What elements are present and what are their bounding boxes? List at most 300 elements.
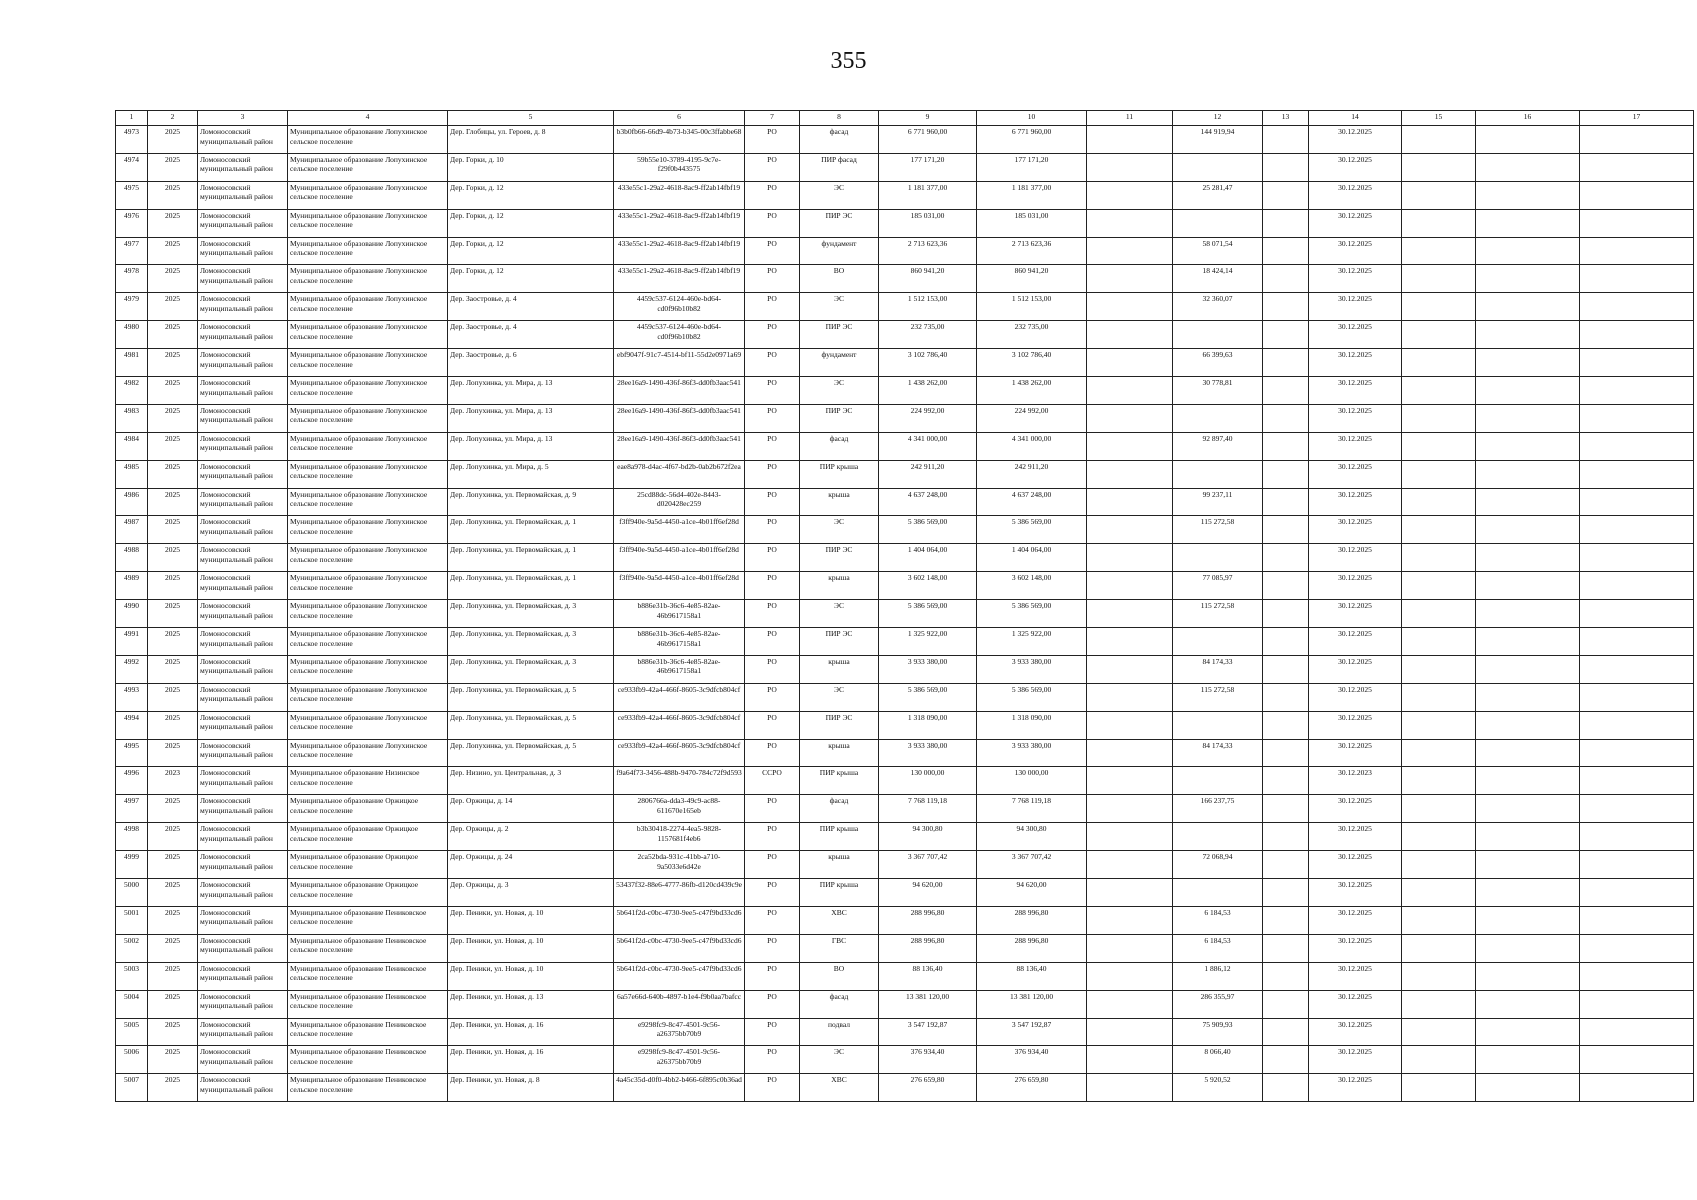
cell-house-guid: 53437f32-88e6-4777-86fb-d120cd439c9e <box>614 879 745 907</box>
cell-deadline: 30.12.2025 <box>1309 655 1402 683</box>
table-row <box>116 823 1694 851</box>
cell-deadline: 30.12.2023 <box>1309 767 1402 795</box>
cell-program: РО <box>745 934 800 962</box>
cell-cost-total: 5 386 569,00 <box>879 600 977 628</box>
cell-work-type: крыша <box>800 655 879 683</box>
cell-col-17 <box>1580 851 1694 879</box>
cell-cost-total: 3 102 786,40 <box>879 349 977 377</box>
cell-cost-total: 232 735,00 <box>879 321 977 349</box>
cell-col-12: 75 909,93 <box>1173 1018 1263 1046</box>
cell-municipality: Муниципальное образование Лопухинское сельское поселение <box>288 432 448 460</box>
cell-deadline: 30.12.2025 <box>1309 628 1402 656</box>
cell-house-guid: b886e31b-36c6-4e85-82ae-46b9617158a1 <box>614 655 745 683</box>
cell-row-number: 5001 <box>116 906 148 934</box>
cell-municipality: Муниципальное образование Лопухинское сельское поселение <box>288 237 448 265</box>
cell-house-guid: 433e55c1-29a2-4618-8ac9-ff2ab14fbf19 <box>614 265 745 293</box>
cell-municipality: Муниципальное образование Пениковское сельское поселение <box>288 934 448 962</box>
table-row <box>116 460 1694 488</box>
cell-work-type: ПИР ЭС <box>800 544 879 572</box>
cell-address: Дер. Пеники, ул. Новая, д. 13 <box>448 990 614 1018</box>
cell-col-13 <box>1263 265 1309 293</box>
cell-deadline: 30.12.2025 <box>1309 544 1402 572</box>
cell-house-guid: 5b641f2d-c0bc-4730-9ee5-c47f9bd33cd6 <box>614 962 745 990</box>
cell-district: Ломоносовский муниципальный район <box>198 906 288 934</box>
cell-col-12: 58 071,54 <box>1173 237 1263 265</box>
column-header-2: 2 <box>148 111 198 126</box>
cell-deadline: 30.12.2025 <box>1309 1074 1402 1102</box>
cell-col-15 <box>1402 851 1476 879</box>
cell-deadline: 30.12.2025 <box>1309 126 1402 154</box>
cell-cost-fund: 3 602 148,00 <box>977 572 1087 600</box>
cell-col-15 <box>1402 683 1476 711</box>
cell-col-11 <box>1087 906 1173 934</box>
cell-col-16 <box>1476 934 1580 962</box>
cell-address: Дер. Лопухинка, ул. Первомайская, д. 3 <box>448 600 614 628</box>
cell-col-13 <box>1263 934 1309 962</box>
cell-house-guid: 59b55e10-3789-4195-9c7e-f29f0b443575 <box>614 153 745 181</box>
table-row <box>116 600 1694 628</box>
cell-col-11 <box>1087 1018 1173 1046</box>
cell-house-guid: 4459c537-6124-460e-bd64-cd0f96b10b82 <box>614 321 745 349</box>
cell-col-13 <box>1263 683 1309 711</box>
cell-program: РО <box>745 851 800 879</box>
cell-work-type: ГВС <box>800 934 879 962</box>
cell-col-12: 25 281,47 <box>1173 181 1263 209</box>
cell-cost-total: 1 325 922,00 <box>879 628 977 656</box>
cell-work-type: крыша <box>800 488 879 516</box>
cell-municipality: Муниципальное образование Лопухинское сельское поселение <box>288 460 448 488</box>
cell-district: Ломоносовский муниципальный район <box>198 153 288 181</box>
cell-col-17 <box>1580 628 1694 656</box>
cell-col-11 <box>1087 349 1173 377</box>
cell-cost-fund: 232 735,00 <box>977 321 1087 349</box>
cell-col-17 <box>1580 739 1694 767</box>
cell-house-guid: 433e55c1-29a2-4618-8ac9-ff2ab14fbf19 <box>614 209 745 237</box>
cell-work-type: ПИР ЭС <box>800 209 879 237</box>
cell-col-12 <box>1173 767 1263 795</box>
cell-work-type: ЭС <box>800 377 879 405</box>
cell-col-15 <box>1402 1018 1476 1046</box>
cell-col-17 <box>1580 153 1694 181</box>
cell-col-17 <box>1580 321 1694 349</box>
cell-cost-fund: 94 620,00 <box>977 879 1087 907</box>
cell-municipality: Муниципальное образование Лопухинское сельское поселение <box>288 516 448 544</box>
cell-col-13 <box>1263 572 1309 600</box>
cell-work-type: ПИР фасад <box>800 153 879 181</box>
cell-col-13 <box>1263 153 1309 181</box>
cell-col-17 <box>1580 181 1694 209</box>
cell-col-15 <box>1402 600 1476 628</box>
cell-municipality: Муниципальное образование Пениковское сельское поселение <box>288 962 448 990</box>
cell-deadline: 30.12.2025 <box>1309 934 1402 962</box>
cell-municipality: Муниципальное образование Лопухинское сельское поселение <box>288 655 448 683</box>
cell-cost-total: 276 659,80 <box>879 1074 977 1102</box>
cell-col-16 <box>1476 516 1580 544</box>
cell-address: Дер. Низино, ул. Центральная, д. 3 <box>448 767 614 795</box>
cell-house-guid: 28ee16a9-1490-436f-86f3-dd0fb3aac541 <box>614 404 745 432</box>
cell-municipality: Муниципальное образование Пениковское сельское поселение <box>288 990 448 1018</box>
cell-address: Дер. Горки, д. 12 <box>448 209 614 237</box>
cell-program: РО <box>745 711 800 739</box>
cell-col-17 <box>1580 265 1694 293</box>
cell-col-17 <box>1580 349 1694 377</box>
cell-cost-total: 88 136,40 <box>879 962 977 990</box>
cell-cost-fund: 7 768 119,18 <box>977 795 1087 823</box>
cell-cost-fund: 1 318 090,00 <box>977 711 1087 739</box>
cell-deadline: 30.12.2025 <box>1309 1018 1402 1046</box>
cell-row-number: 4985 <box>116 460 148 488</box>
cell-deadline: 30.12.2025 <box>1309 321 1402 349</box>
column-header-11: 11 <box>1087 111 1173 126</box>
register-table <box>115 110 1694 1102</box>
cell-cost-fund: 177 171,20 <box>977 153 1087 181</box>
cell-address: Дер. Лопухинка, ул. Мира, д. 13 <box>448 432 614 460</box>
column-header-7: 7 <box>745 111 800 126</box>
cell-col-11 <box>1087 655 1173 683</box>
table-row <box>116 906 1694 934</box>
cell-row-number: 4977 <box>116 237 148 265</box>
cell-col-13 <box>1263 237 1309 265</box>
cell-col-12 <box>1173 879 1263 907</box>
cell-cost-total: 2 713 623,36 <box>879 237 977 265</box>
cell-program: РО <box>745 209 800 237</box>
cell-row-number: 4991 <box>116 628 148 656</box>
cell-year: 2025 <box>148 126 198 154</box>
cell-row-number: 5000 <box>116 879 148 907</box>
cell-year: 2025 <box>148 237 198 265</box>
cell-col-16 <box>1476 377 1580 405</box>
cell-row-number: 4990 <box>116 600 148 628</box>
cell-col-13 <box>1263 739 1309 767</box>
table-row <box>116 349 1694 377</box>
cell-program: РО <box>745 377 800 405</box>
cell-col-15 <box>1402 739 1476 767</box>
cell-col-12 <box>1173 823 1263 851</box>
cell-cost-total: 1 181 377,00 <box>879 181 977 209</box>
cell-col-16 <box>1476 683 1580 711</box>
cell-col-11 <box>1087 432 1173 460</box>
cell-cost-fund: 376 934,40 <box>977 1046 1087 1074</box>
cell-col-11 <box>1087 126 1173 154</box>
cell-year: 2025 <box>148 990 198 1018</box>
cell-municipality: Муниципальное образование Пениковское сельское поселение <box>288 906 448 934</box>
cell-col-12: 92 897,40 <box>1173 432 1263 460</box>
cell-cost-fund: 288 996,80 <box>977 906 1087 934</box>
cell-municipality: Муниципальное образование Лопухинское сельское поселение <box>288 293 448 321</box>
cell-col-17 <box>1580 404 1694 432</box>
cell-col-12 <box>1173 711 1263 739</box>
cell-row-number: 4995 <box>116 739 148 767</box>
table-row <box>116 432 1694 460</box>
cell-program: РО <box>745 906 800 934</box>
cell-col-13 <box>1263 404 1309 432</box>
cell-col-16 <box>1476 153 1580 181</box>
column-header-6: 6 <box>614 111 745 126</box>
cell-cost-fund: 3 367 707,42 <box>977 851 1087 879</box>
cell-col-16 <box>1476 265 1580 293</box>
cell-program: РО <box>745 181 800 209</box>
cell-address: Дер. Лопухинка, ул. Первомайская, д. 3 <box>448 628 614 656</box>
cell-col-16 <box>1476 962 1580 990</box>
cell-address: Дер. Оржицы, д. 3 <box>448 879 614 907</box>
cell-row-number: 5003 <box>116 962 148 990</box>
table-row <box>116 879 1694 907</box>
cell-program: РО <box>745 321 800 349</box>
cell-address: Дер. Горки, д. 12 <box>448 265 614 293</box>
cell-work-type: ВО <box>800 962 879 990</box>
cell-col-13 <box>1263 460 1309 488</box>
cell-col-16 <box>1476 237 1580 265</box>
cell-col-15 <box>1402 544 1476 572</box>
cell-year: 2025 <box>148 265 198 293</box>
cell-work-type: крыша <box>800 572 879 600</box>
cell-year: 2025 <box>148 432 198 460</box>
cell-district: Ломоносовский муниципальный район <box>198 711 288 739</box>
cell-col-12: 115 272,58 <box>1173 683 1263 711</box>
cell-municipality: Муниципальное образование Низинское сельское поселение <box>288 767 448 795</box>
cell-row-number: 5005 <box>116 1018 148 1046</box>
cell-deadline: 30.12.2025 <box>1309 181 1402 209</box>
cell-col-11 <box>1087 377 1173 405</box>
cell-col-12: 115 272,58 <box>1173 600 1263 628</box>
cell-col-13 <box>1263 544 1309 572</box>
cell-col-16 <box>1476 544 1580 572</box>
cell-work-type: ПИР ЭС <box>800 628 879 656</box>
table-row <box>116 153 1694 181</box>
cell-program: РО <box>745 683 800 711</box>
cell-house-guid: 25cd88dc-56d4-402e-8443-d020428ec259 <box>614 488 745 516</box>
cell-row-number: 4978 <box>116 265 148 293</box>
cell-house-guid: b886e31b-36c6-4e85-82ae-46b9617158a1 <box>614 628 745 656</box>
cell-house-guid: 433e55c1-29a2-4618-8ac9-ff2ab14fbf19 <box>614 237 745 265</box>
cell-cost-total: 6 771 960,00 <box>879 126 977 154</box>
cell-year: 2023 <box>148 767 198 795</box>
cell-col-13 <box>1263 962 1309 990</box>
cell-cost-total: 4 341 000,00 <box>879 432 977 460</box>
column-header-9: 9 <box>879 111 977 126</box>
cell-col-13 <box>1263 349 1309 377</box>
table-row <box>116 237 1694 265</box>
table-row <box>116 488 1694 516</box>
cell-col-15 <box>1402 795 1476 823</box>
cell-house-guid: f3ff940e-9a5d-4450-a1ce-4b01ff6ef28d <box>614 516 745 544</box>
cell-address: Дер. Лопухинка, ул. Первомайская, д. 9 <box>448 488 614 516</box>
cell-municipality: Муниципальное образование Лопухинское сельское поселение <box>288 600 448 628</box>
cell-col-13 <box>1263 432 1309 460</box>
cell-municipality: Муниципальное образование Оржицкое сельское поселение <box>288 823 448 851</box>
cell-col-12: 6 184,53 <box>1173 906 1263 934</box>
cell-cost-total: 242 911,20 <box>879 460 977 488</box>
cell-col-11 <box>1087 1046 1173 1074</box>
cell-district: Ломоносовский муниципальный район <box>198 209 288 237</box>
cell-cost-total: 4 637 248,00 <box>879 488 977 516</box>
column-header-12: 12 <box>1173 111 1263 126</box>
cell-house-guid: e9298fc9-8c47-4501-9c56-a26375bb70b9 <box>614 1018 745 1046</box>
cell-program: РО <box>745 739 800 767</box>
cell-col-16 <box>1476 906 1580 934</box>
cell-work-type: ХВС <box>800 1074 879 1102</box>
cell-district: Ломоносовский муниципальный район <box>198 879 288 907</box>
cell-col-13 <box>1263 628 1309 656</box>
cell-col-15 <box>1402 572 1476 600</box>
cell-year: 2025 <box>148 1046 198 1074</box>
column-header-3: 3 <box>198 111 288 126</box>
cell-row-number: 4980 <box>116 321 148 349</box>
cell-district: Ломоносовский муниципальный район <box>198 265 288 293</box>
cell-year: 2025 <box>148 572 198 600</box>
cell-address: Дер. Оржицы, д. 14 <box>448 795 614 823</box>
cell-cost-fund: 5 386 569,00 <box>977 600 1087 628</box>
table-header-row <box>116 111 1694 126</box>
cell-row-number: 4981 <box>116 349 148 377</box>
cell-col-16 <box>1476 404 1580 432</box>
cell-district: Ломоносовский муниципальный район <box>198 488 288 516</box>
cell-col-11 <box>1087 237 1173 265</box>
cell-col-13 <box>1263 767 1309 795</box>
cell-deadline: 30.12.2025 <box>1309 795 1402 823</box>
cell-col-15 <box>1402 655 1476 683</box>
table-row <box>116 795 1694 823</box>
cell-house-guid: ce933fb9-42a4-466f-8605-3c9dfcb804cf <box>614 711 745 739</box>
cell-col-11 <box>1087 739 1173 767</box>
cell-col-16 <box>1476 293 1580 321</box>
cell-municipality: Муниципальное образование Лопухинское сельское поселение <box>288 711 448 739</box>
cell-address: Дер. Лопухинка, ул. Первомайская, д. 3 <box>448 655 614 683</box>
cell-year: 2025 <box>148 851 198 879</box>
cell-district: Ломоносовский муниципальный район <box>198 600 288 628</box>
cell-cost-fund: 1 181 377,00 <box>977 181 1087 209</box>
cell-municipality: Муниципальное образование Лопухинское сельское поселение <box>288 572 448 600</box>
cell-col-15 <box>1402 265 1476 293</box>
table-row <box>116 767 1694 795</box>
table-row <box>116 126 1694 154</box>
column-header-8: 8 <box>800 111 879 126</box>
cell-cost-fund: 4 341 000,00 <box>977 432 1087 460</box>
cell-cost-total: 185 031,00 <box>879 209 977 237</box>
cell-work-type: ЭС <box>800 1046 879 1074</box>
cell-municipality: Муниципальное образование Лопухинское сельское поселение <box>288 153 448 181</box>
cell-municipality: Муниципальное образование Лопухинское сельское поселение <box>288 126 448 154</box>
cell-district: Ломоносовский муниципальный район <box>198 795 288 823</box>
cell-deadline: 30.12.2025 <box>1309 572 1402 600</box>
cell-work-type: фасад <box>800 990 879 1018</box>
cell-row-number: 4986 <box>116 488 148 516</box>
cell-col-12 <box>1173 628 1263 656</box>
cell-year: 2025 <box>148 1074 198 1102</box>
table-row <box>116 711 1694 739</box>
cell-col-16 <box>1476 1074 1580 1102</box>
table-row <box>116 990 1694 1018</box>
cell-cost-total: 1 318 090,00 <box>879 711 977 739</box>
column-header-4: 4 <box>288 111 448 126</box>
column-header-14: 14 <box>1309 111 1402 126</box>
cell-col-17 <box>1580 823 1694 851</box>
cell-work-type: ЭС <box>800 516 879 544</box>
cell-col-17 <box>1580 516 1694 544</box>
cell-col-15 <box>1402 628 1476 656</box>
cell-program: РО <box>745 879 800 907</box>
cell-house-guid: f9a64f73-3456-488b-9470-784c72f9d593 <box>614 767 745 795</box>
cell-cost-total: 376 934,40 <box>879 1046 977 1074</box>
cell-work-type: фундамент <box>800 237 879 265</box>
cell-address: Дер. Лопухинка, ул. Мира, д. 13 <box>448 404 614 432</box>
cell-year: 2025 <box>148 209 198 237</box>
cell-program: РО <box>745 404 800 432</box>
column-header-5: 5 <box>448 111 614 126</box>
cell-row-number: 5006 <box>116 1046 148 1074</box>
cell-work-type: ПИР ЭС <box>800 711 879 739</box>
cell-col-12 <box>1173 321 1263 349</box>
cell-district: Ломоносовский муниципальный район <box>198 349 288 377</box>
cell-district: Ломоносовский муниципальный район <box>198 181 288 209</box>
cell-district: Ломоносовский муниципальный район <box>198 990 288 1018</box>
cell-district: Ломоносовский муниципальный район <box>198 516 288 544</box>
cell-col-13 <box>1263 851 1309 879</box>
cell-work-type: ХВС <box>800 906 879 934</box>
cell-cost-fund: 6 771 960,00 <box>977 126 1087 154</box>
cell-year: 2025 <box>148 879 198 907</box>
cell-program: РО <box>745 349 800 377</box>
cell-col-13 <box>1263 209 1309 237</box>
cell-year: 2025 <box>148 934 198 962</box>
cell-cost-fund: 1 404 064,00 <box>977 544 1087 572</box>
table-row <box>116 628 1694 656</box>
cell-col-11 <box>1087 516 1173 544</box>
cell-col-13 <box>1263 1018 1309 1046</box>
cell-col-12: 166 237,75 <box>1173 795 1263 823</box>
cell-year: 2025 <box>148 460 198 488</box>
cell-cost-fund: 5 386 569,00 <box>977 683 1087 711</box>
cell-year: 2025 <box>148 349 198 377</box>
cell-col-17 <box>1580 711 1694 739</box>
table-row <box>116 934 1694 962</box>
cell-cost-fund: 5 386 569,00 <box>977 516 1087 544</box>
cell-cost-total: 13 381 120,00 <box>879 990 977 1018</box>
cell-cost-total: 94 620,00 <box>879 879 977 907</box>
cell-col-16 <box>1476 628 1580 656</box>
cell-address: Дер. Оржицы, д. 24 <box>448 851 614 879</box>
cell-col-15 <box>1402 1074 1476 1102</box>
cell-deadline: 30.12.2025 <box>1309 1046 1402 1074</box>
cell-deadline: 30.12.2025 <box>1309 906 1402 934</box>
cell-municipality: Муниципальное образование Лопухинское сельское поселение <box>288 683 448 711</box>
cell-col-12: 99 237,11 <box>1173 488 1263 516</box>
cell-municipality: Муниципальное образование Оржицкое сельское поселение <box>288 795 448 823</box>
cell-work-type: ЭС <box>800 683 879 711</box>
cell-address: Дер. Лопухинка, ул. Мира, д. 13 <box>448 377 614 405</box>
cell-col-12: 77 085,97 <box>1173 572 1263 600</box>
cell-work-type: крыша <box>800 739 879 767</box>
cell-district: Ломоносовский муниципальный район <box>198 655 288 683</box>
cell-year: 2025 <box>148 153 198 181</box>
cell-col-16 <box>1476 126 1580 154</box>
cell-col-13 <box>1263 488 1309 516</box>
cell-row-number: 5004 <box>116 990 148 1018</box>
cell-year: 2025 <box>148 600 198 628</box>
cell-district: Ломоносовский муниципальный район <box>198 237 288 265</box>
cell-col-11 <box>1087 572 1173 600</box>
cell-deadline: 30.12.2025 <box>1309 823 1402 851</box>
cell-year: 2025 <box>148 321 198 349</box>
cell-cost-fund: 3 102 786,40 <box>977 349 1087 377</box>
register-table-container <box>115 110 1641 1102</box>
table-row <box>116 293 1694 321</box>
cell-col-16 <box>1476 460 1580 488</box>
cell-row-number: 4989 <box>116 572 148 600</box>
cell-col-17 <box>1580 1046 1694 1074</box>
cell-house-guid: eae8a978-d4ac-4f67-bd2b-0ab2b672f2ea <box>614 460 745 488</box>
cell-cost-fund: 288 996,80 <box>977 934 1087 962</box>
